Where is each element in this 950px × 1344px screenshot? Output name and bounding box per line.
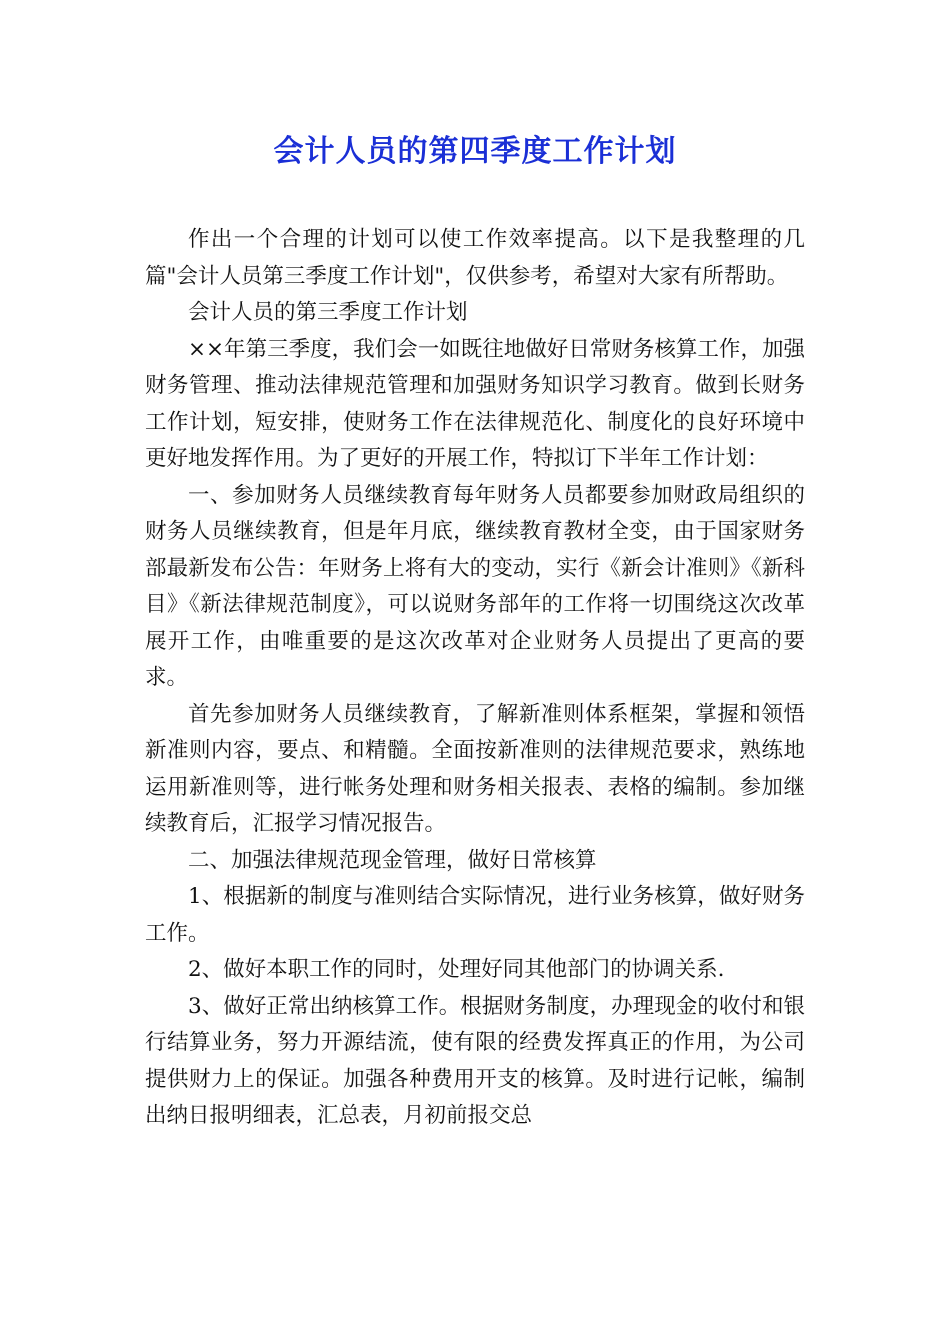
paragraph-section-2: 二、加强法律规范现金管理，做好日常核算 <box>188 847 597 873</box>
paragraph-subtitle: 会计人员的第三季度工作计划 <box>188 300 468 325</box>
paragraph-item-2: 2、做好本职工作的同时，处理好同其他部门的协调关系. <box>188 957 725 982</box>
paragraph-section-1: 一、参加财务人员继续教育每年财务人员都要参加财政局组织的财务人员继续教育，但是年月底，继续教育教材全变，由于国家财务部最新发布公告：年财务上将有大的变动，实行《新会计准则》《新科目》《新法律规范制度》，可以说财务部年的工作将一切围绕这次改革展开工作，由唯重要的是这次改革对企业财务人员提出了更高的要求。 <box>145 482 805 690</box>
paragraph-overview: ××年第三季度，我们会一如既往地做好日常财务核算工作，加强财务管理、推动法律规范管理和加强财务知识学习教育。做到长财务工作计划，短安排，使财务工作在法律规范化、制度化的良好环境中更好地发挥作用。为了更好的开展工作，特拟订下半年工作计划： <box>145 336 805 471</box>
paragraph-item-1: 1、根据新的制度与准则结合实际情况，进行业务核算，做好财务工作。 <box>145 884 805 946</box>
paragraph-education: 首先参加财务人员继续教育，了解新准则体系框架，掌握和领悟新准则内容，要点、和精髓。全面按新准则的法律规范要求，熟练地运用新准则等，进行帐务处理和财务相关报表、表格的编制。参加继续教育后，汇报学习情况报告。 <box>145 701 805 836</box>
paragraph-intro: 作出一个合理的计划可以使工作效率提高。以下是我整理的几篇"会计人员第三季度工作计划"，仅供参考，希望对大家有所帮助。 <box>145 227 805 289</box>
paragraph-item-3: 3、做好正常出纳核算工作。根据财务制度，办理现金的收付和银行结算业务，努力开源结流，使有限的经费发挥真正的作用，为公司提供财力上的保证。加强各种费用开支的核算。及时进行记帐，编制出纳日报明细表，汇总表，月初前报交总 <box>145 993 805 1128</box>
document-title: 会计人员的第四季度工作计划 <box>273 134 677 169</box>
document-body <box>145 222 805 1135</box>
